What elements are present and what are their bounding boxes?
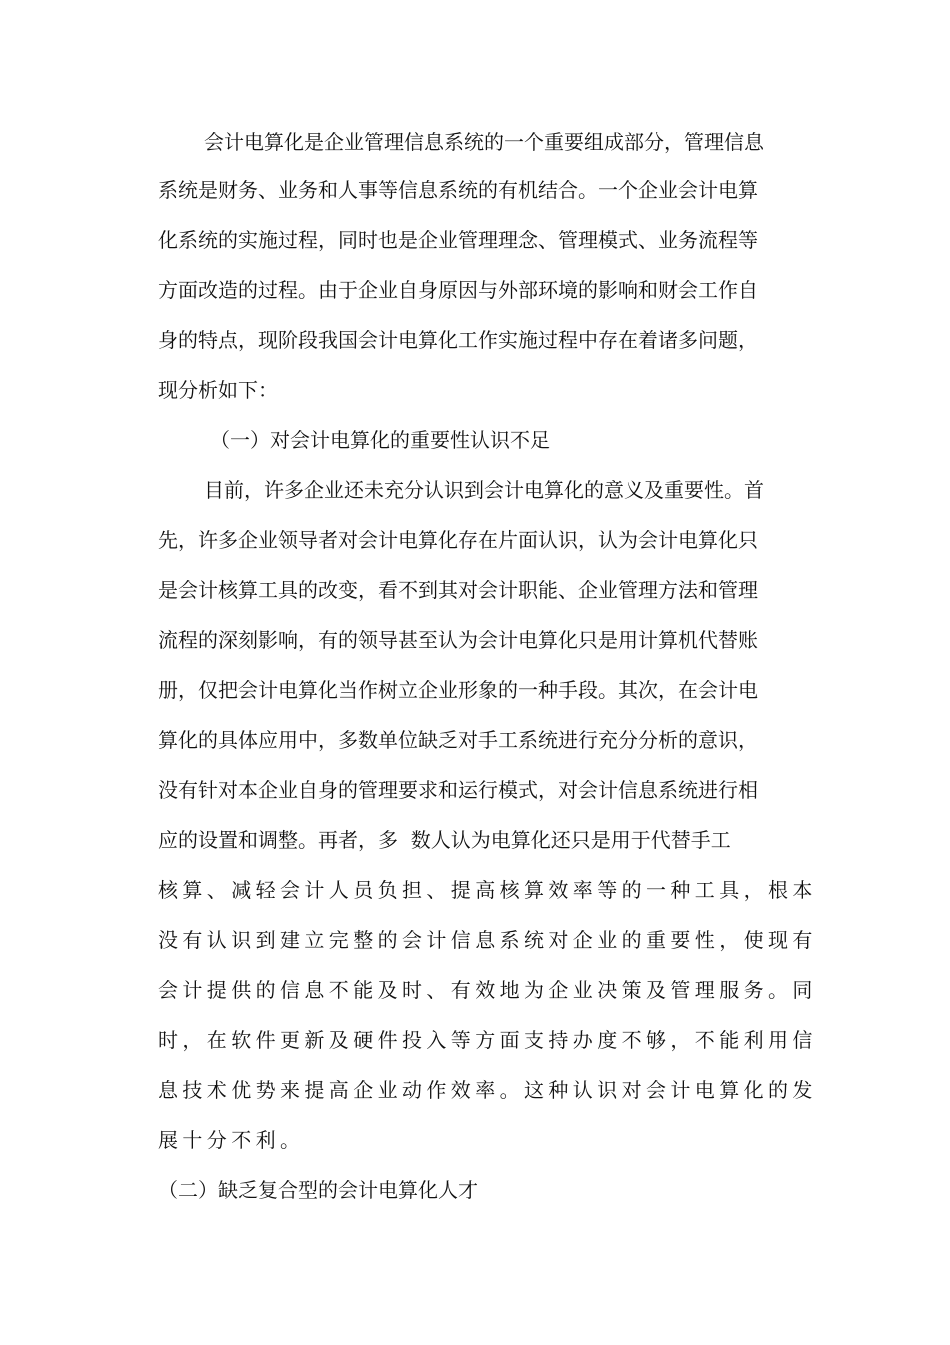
intro-line: 系统是财务、业务和人事等信息系统的有机结合。一个企业会计电算	[158, 178, 758, 202]
body-line: 核算、减轻会计人员负担、提高核算效率等的一种工具，根本	[158, 878, 817, 902]
body-line: 目前，许多企业还未充分认识到会计电算化的意义及重要性。首	[204, 478, 764, 502]
intro-line: 会计电算化是企业管理信息系统的一个重要组成部分，管理信息	[204, 130, 764, 154]
intro-line: 身的特点，现阶段我国会计电算化工作实施过程中存在着诸多问题，	[158, 328, 758, 352]
intro-line: 化系统的实施过程，同时也是企业管理理念、管理模式、业务流程等	[158, 228, 758, 252]
intro-line: 方面改造的过程。由于企业自身原因与外部环境的影响和财会工作自	[158, 278, 758, 302]
body-line: 没有认识到建立完整的会计信息系统对企业的重要性，使现有	[158, 928, 817, 952]
body-line: 没有针对本企业自身的管理要求和运行模式，对会计信息系统进行相	[158, 778, 758, 802]
intro-line: 现分析如下：	[158, 378, 278, 402]
body-line: 应的设置和调整。再者，多 数人认为电算化还只是用于代替手工	[158, 828, 731, 852]
section-heading-2: （二）缺乏复合型的会计电算化人才	[158, 1178, 478, 1202]
body-line: 会计提供的信息不能及时、有效地为企业决策及管理服务。同	[158, 978, 817, 1002]
body-line: 流程的深刻影响，有的领导甚至认为会计电算化只是用计算机代替账	[158, 628, 758, 652]
body-line: 展十分不利。	[158, 1128, 305, 1152]
section-heading-1: （一）对会计电算化的重要性认识不足	[210, 428, 550, 452]
body-line: 息技术优势来提高企业动作效率。这种认识对会计电算化的发	[158, 1078, 817, 1102]
body-line: 册，仅把会计电算化当作树立企业形象的一种手段。其次，在会计电	[158, 678, 758, 702]
body-line: 先，许多企业领导者对会计电算化存在片面认识，认为会计电算化只	[158, 528, 758, 552]
body-line: 是会计核算工具的改变，看不到其对会计职能、企业管理方法和管理	[158, 578, 758, 602]
body-line: 算化的具体应用中，多数单位缺乏对手工系统进行充分分析的意识，	[158, 728, 758, 752]
body-line: 时，在软件更新及硬件投入等方面支持办度不够，不能利用信	[158, 1028, 817, 1052]
